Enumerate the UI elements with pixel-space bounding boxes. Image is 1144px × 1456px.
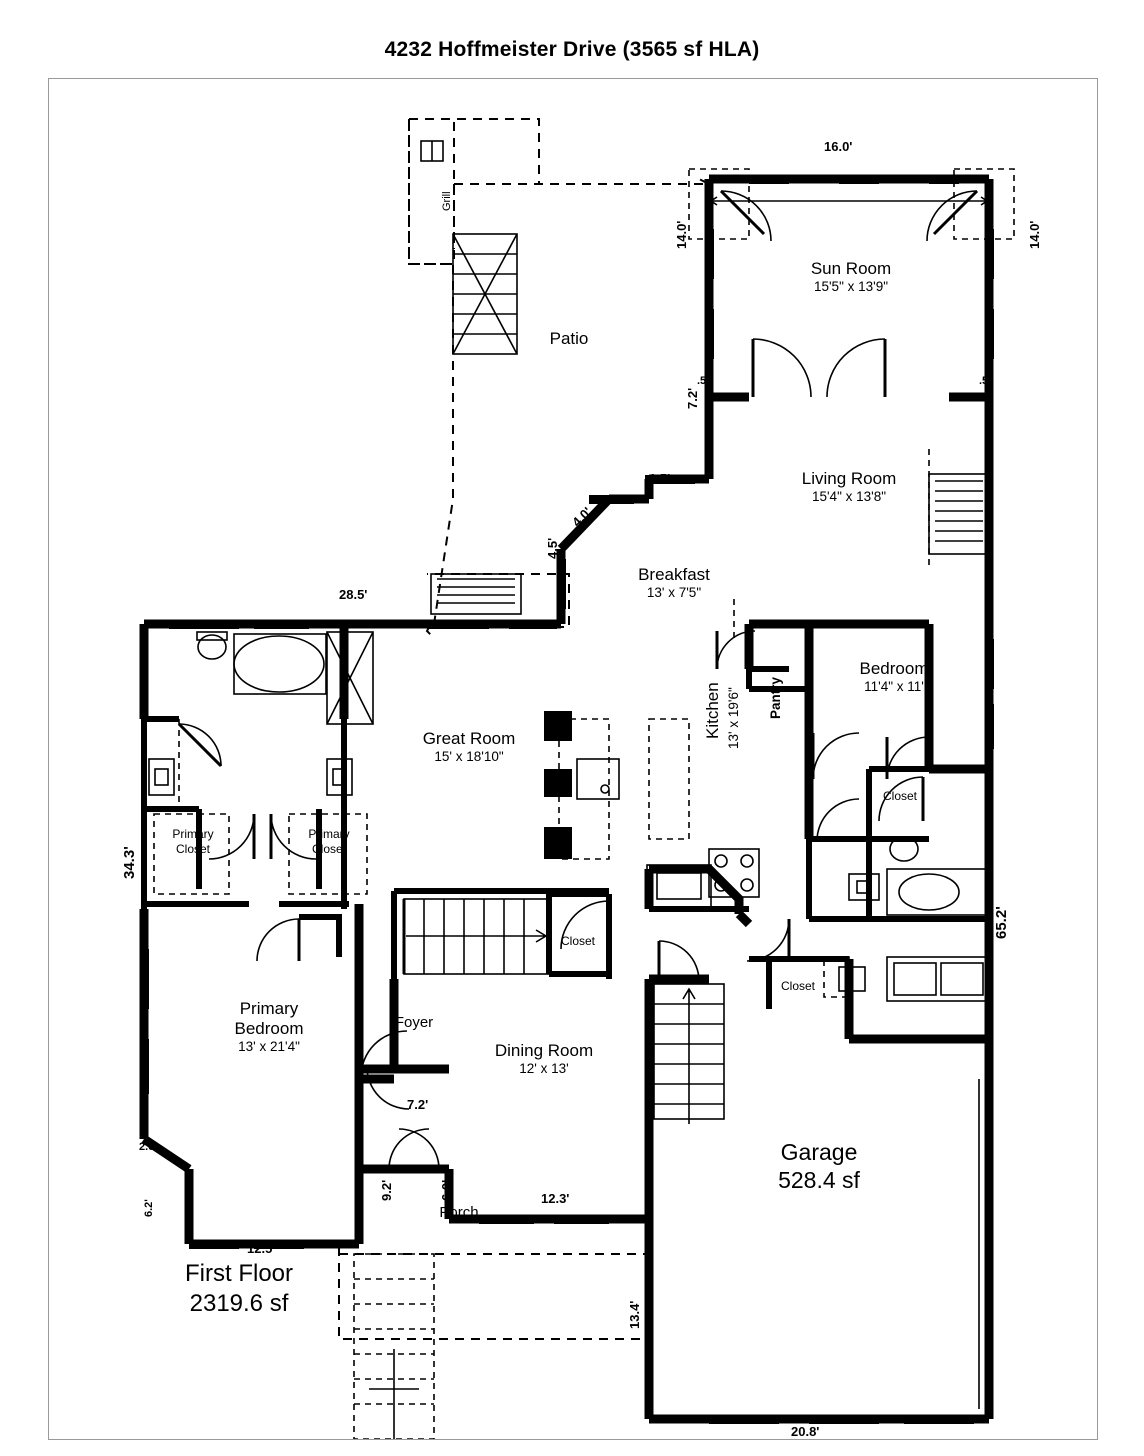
room-name: Sun Room	[810, 259, 892, 278]
room-name: Breakfast	[638, 565, 710, 584]
garage-area: 528.4 sf	[778, 1166, 860, 1193]
dim-garage-13-4: 13.4'	[627, 1300, 642, 1329]
label-pantry	[767, 677, 785, 719]
label-closet-hall: Closet	[780, 979, 815, 993]
floor-summary	[109, 1259, 369, 1319]
room-dim: 13' x 19'6"	[726, 687, 741, 749]
label-grill	[437, 191, 455, 211]
dim-right-65: 65.2'	[993, 906, 1010, 939]
room-bedroom	[799, 659, 989, 695]
dim-porch-12-3: 12.3'	[541, 1191, 570, 1206]
dim-garage-20-8: 20.8'	[791, 1424, 820, 1439]
dim-bottom-12-5: 12.5'	[247, 1241, 276, 1256]
room-name: Great Room	[422, 729, 516, 748]
dim-sunroom-left: 14.0'	[674, 220, 689, 249]
dim-rear-28: 28.5'	[339, 587, 368, 602]
room-breakfast	[579, 565, 769, 601]
room-sun-room	[751, 259, 951, 295]
room-name: Dining Room	[494, 1041, 594, 1060]
label-primary-closet-left: Primary Closet	[172, 827, 214, 856]
room-great-room	[369, 729, 569, 765]
dim-breakfast-d: 4.5'	[545, 537, 560, 559]
dim-breakfast-a: 7.2'	[685, 387, 700, 409]
floor-area: 2319.6 sf	[189, 1290, 289, 1317]
room-dim: 13' x 7'5"	[646, 585, 702, 601]
dim-breakfast-b: 6.5'	[649, 471, 671, 486]
label-porch: Porch	[439, 1204, 479, 1221]
room-name: Bedroom	[859, 659, 929, 678]
room-dim: 11'4" x 11'	[864, 679, 924, 695]
floorplan-frame	[48, 78, 1098, 1440]
floor-name: First Floor	[185, 1260, 293, 1287]
room-kitchen	[703, 682, 723, 739]
room-name-2: Bedroom	[234, 1019, 304, 1039]
dim-left-6: 6.2'	[143, 1199, 155, 1217]
room-name: Living Room	[801, 469, 897, 488]
room-kitchen-dim	[725, 687, 743, 749]
room-dim: 13' x 21'4"	[238, 1039, 300, 1055]
room-primary-bedroom	[179, 999, 359, 1055]
label-closet-stairs: Closet	[560, 934, 595, 948]
label-primary-closet-right: Primary Closet	[308, 827, 350, 856]
label-foyer: Foyer	[394, 1014, 434, 1031]
room-living-room	[739, 469, 959, 505]
room-dim: 15'5" x 13'9"	[813, 279, 889, 295]
pantry-label: Pantry	[768, 676, 783, 719]
room-name: Primary	[239, 999, 299, 1018]
dim-foyer-7-2: 7.2'	[407, 1097, 429, 1112]
room-dim: 15'4" x 13'8"	[811, 489, 887, 505]
room-dining-room	[449, 1041, 639, 1077]
room-dim: 15' x 18'10"	[434, 749, 504, 765]
room-dim: 12' x 13'	[519, 1061, 569, 1077]
dim-breakfast-c: 4.0'	[569, 504, 595, 530]
page-title: 4232 Hoffmeister Drive (3565 sf HLA)	[384, 38, 760, 61]
label-closet-bedroom: Closet	[882, 789, 917, 803]
dim-foyer-9-2: 9.2'	[379, 1179, 394, 1201]
grill-label: Grill	[441, 191, 453, 211]
dim-left-34: 34.3'	[121, 846, 138, 879]
dim-foyer-6-0: 6.0'	[439, 1179, 454, 1201]
room-garage	[689, 1139, 949, 1194]
dim-sunroom-right: 14.0'	[1027, 220, 1042, 249]
dim-jog-right: .5'	[979, 375, 991, 387]
label-patio: Patio	[549, 329, 589, 348]
dim-left-2: 2.0'	[139, 1141, 157, 1153]
dim-jog-left: .5'	[697, 375, 709, 387]
garage-label: Garage	[780, 1139, 858, 1165]
room-name: Kitchen	[703, 682, 722, 739]
dim-sunroom-top: 16.0'	[824, 139, 853, 154]
